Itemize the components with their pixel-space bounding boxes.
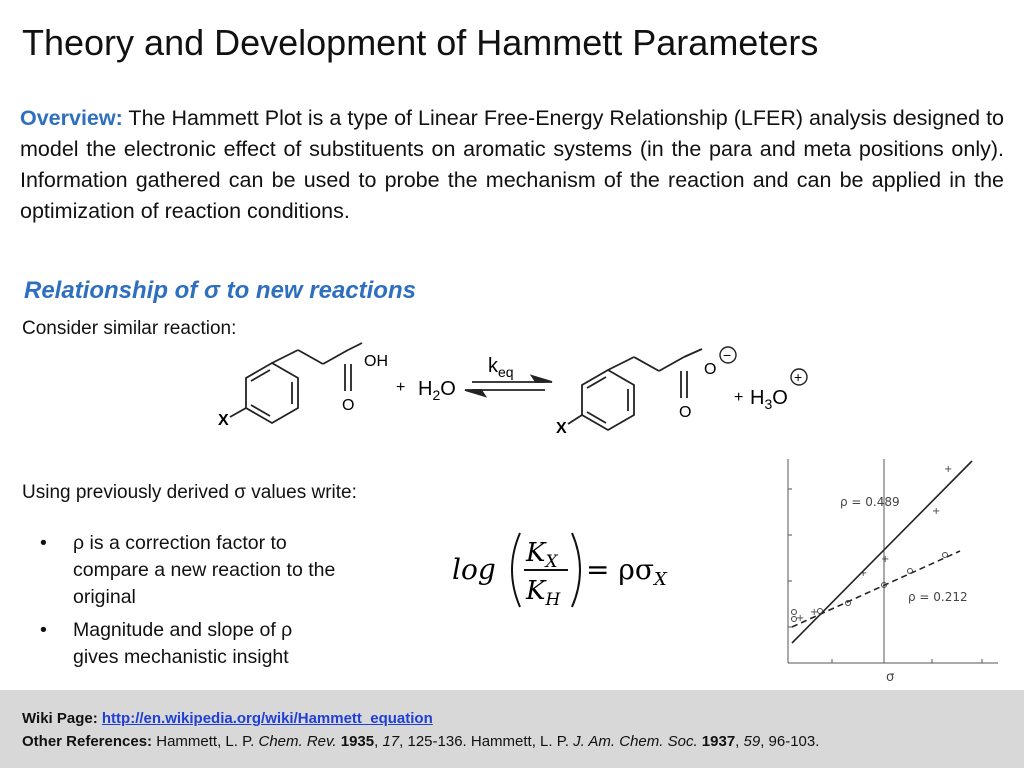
left-oh-label: OH — [364, 353, 388, 370]
plus-sign-1: + — [396, 379, 406, 396]
bullet-text: Magnitude and slope of ρ gives mechanistic insight — [73, 619, 293, 668]
overview-paragraph — [20, 103, 1004, 227]
list-item — [40, 530, 340, 611]
ref-year: 1935 — [340, 733, 375, 750]
overview-lead: Overview: — [20, 106, 123, 130]
x-axis-label: σ — [886, 670, 895, 685]
list-item — [40, 617, 340, 671]
references-line — [22, 733, 819, 750]
footer — [0, 690, 1024, 768]
svg-text:+: + — [796, 613, 805, 624]
svg-text:+: + — [944, 464, 953, 475]
plot-axes — [788, 459, 998, 663]
rho1-label: ρ = 0.489 — [840, 495, 900, 509]
left-o-label: O — [342, 397, 355, 414]
ref-volume: 17 — [382, 733, 400, 750]
ref-year: 1937 — [701, 733, 736, 750]
keq-label: $k_{eq}$ — [488, 355, 514, 380]
bullet-marker: • — [40, 532, 47, 554]
overview-text: The Hammett Plot is a type of Linear Free-Energy Relationship (LFER) analysis designed to model the electronic effect of substituents on aromatic systems (in the para and meta positions only). Information gathered can be used to probe the mechanism of the reaction and can be applied in the optimization of reaction conditions. — [20, 106, 1004, 223]
wiki-line — [22, 710, 433, 727]
svg-text:+: + — [859, 568, 868, 579]
using-text: Using previously derived σ values write: — [22, 482, 357, 503]
right-x-label: X — [556, 420, 567, 437]
equation-denominator: $K_H$ — [526, 576, 561, 610]
svg-text:+: + — [881, 554, 890, 565]
bullet-text: ρ is a correction factor to compare a new reaction to the original — [73, 532, 336, 608]
ref-text: , — [374, 733, 383, 750]
bullet-marker: • — [40, 619, 47, 641]
plus-sign-2: + — [734, 389, 744, 406]
wiki-label: Wiki Page: — [22, 710, 98, 727]
wiki-link[interactable]: http://en.wikipedia.org/wiki/Hammett_equation — [101, 710, 433, 727]
refs-label: Other References: — [22, 733, 153, 750]
right-o-top-label: O — [704, 361, 717, 378]
left-paren — [512, 533, 520, 607]
consider-text: Consider similar reaction: — [22, 318, 237, 339]
hydronium-formula: $H_3O$ — [750, 387, 788, 412]
ref-text: , — [735, 733, 744, 750]
svg-text:+: + — [932, 506, 941, 517]
reaction-scheme — [200, 340, 820, 440]
right-paren — [572, 533, 580, 607]
ref-journal: Chem. Rev. — [258, 733, 337, 750]
left-x-label: X — [218, 412, 229, 429]
section-heading: Relationship of σ to new reactions — [24, 277, 416, 304]
equation-rhs: = $\rho\sigma_X$ — [586, 553, 667, 590]
bullet-list — [40, 530, 340, 677]
negative-charge-label: − — [723, 347, 732, 363]
hammett-equation — [450, 525, 690, 615]
svg-text:+: + — [810, 607, 819, 618]
ref-volume: 59 — [743, 733, 761, 750]
equation-numerator: $K_X$ — [526, 538, 558, 572]
hammett-plot — [782, 455, 1004, 687]
ref-text: Hammett, L. P. — [152, 733, 259, 750]
ref-journal: J. Am. Chem. Soc. — [573, 733, 698, 750]
equation-log: log — [452, 553, 496, 586]
ref-text: , 125-136. Hammett, L. P. — [399, 733, 574, 750]
ref-text: , 96-103. — [760, 733, 820, 750]
rho2-label: ρ = 0.212 — [908, 590, 968, 604]
positive-charge-label: + — [794, 369, 803, 385]
page-title: Theory and Development of Hammett Parameters — [22, 22, 819, 63]
right-o-label: O — [679, 404, 692, 421]
water-formula: $H_2O$ — [418, 378, 456, 403]
